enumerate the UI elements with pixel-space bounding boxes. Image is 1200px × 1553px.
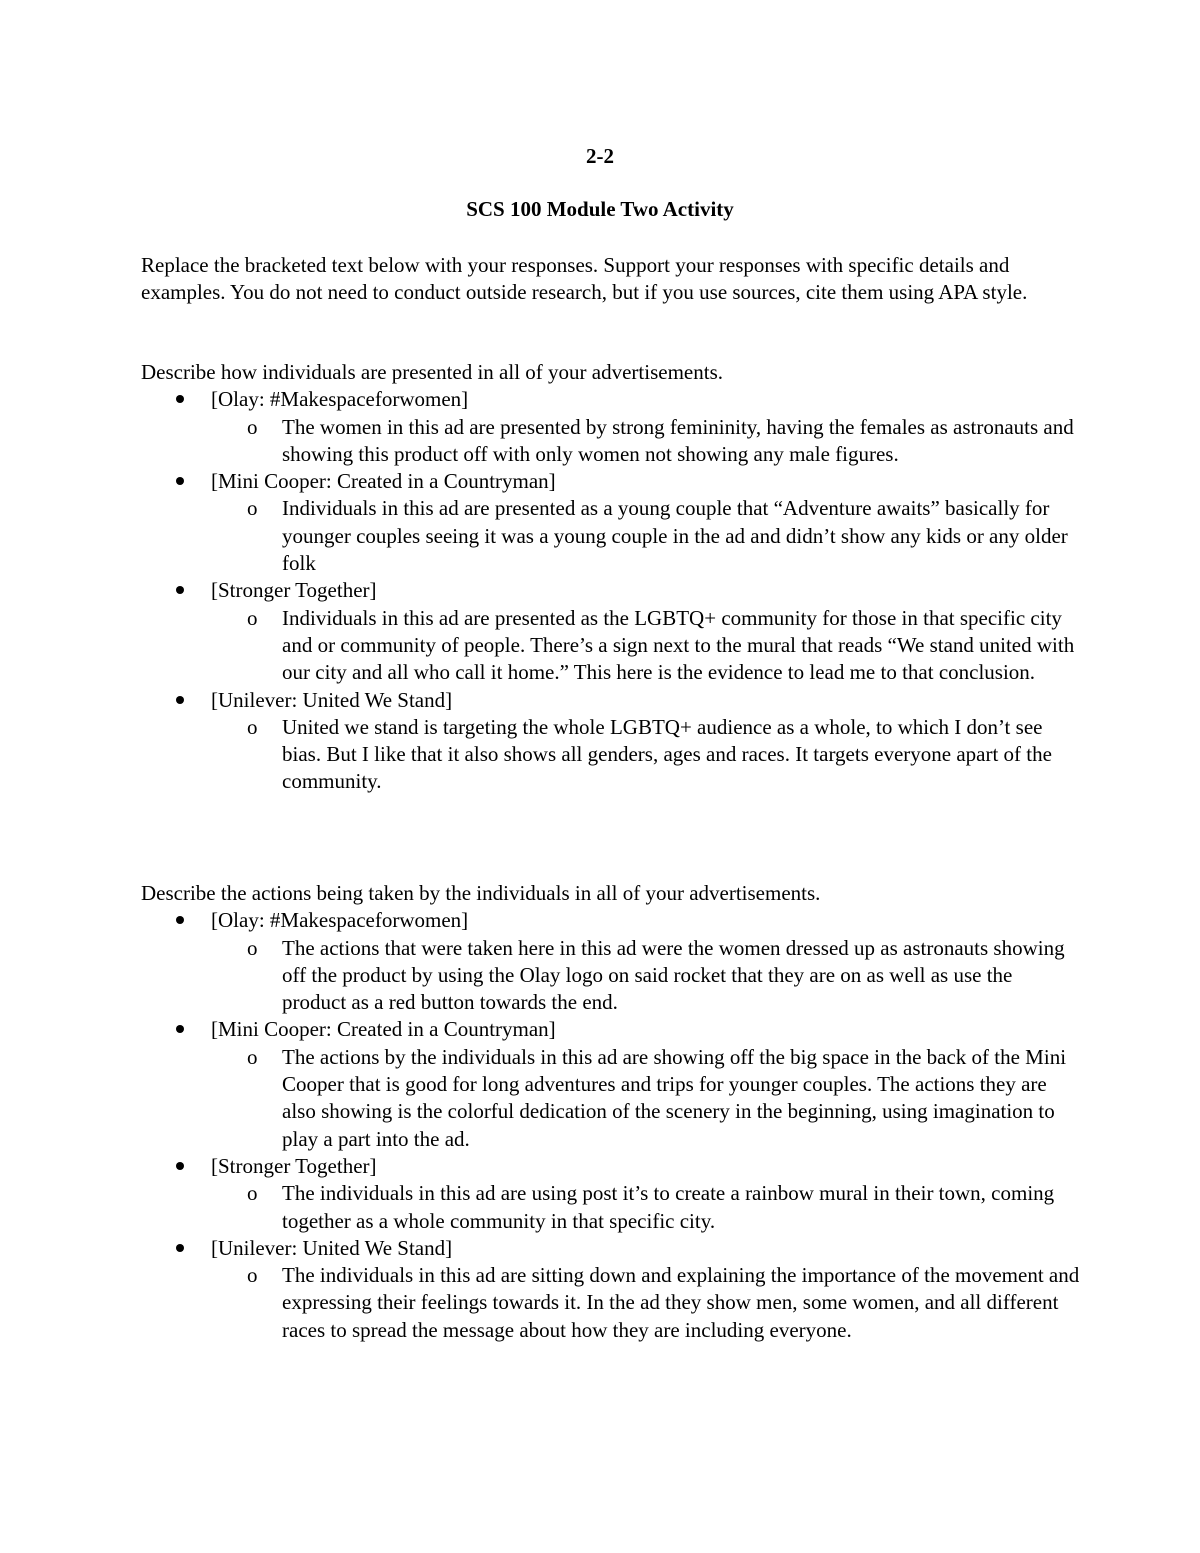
document-title: SCS 100 Module Two Activity bbox=[466, 197, 734, 221]
response-item bbox=[211, 1044, 1081, 1153]
response-text: The actions that were taken here in this ad were the women dressed up as astronauts showing off the product by using the Olay logo on said rocket that they are on as well as use the product as a red button towards the end. bbox=[282, 935, 1065, 1015]
bullet-icon bbox=[176, 1244, 184, 1252]
response-item bbox=[211, 1180, 1081, 1235]
response-item bbox=[211, 1262, 1081, 1344]
ad-label: [Olay: #Makespaceforwomen] bbox=[211, 908, 469, 933]
response-item bbox=[211, 495, 1081, 577]
circle-bullet-icon: o bbox=[247, 935, 258, 960]
list-item bbox=[141, 907, 1081, 1016]
ad-label: [Stronger Together] bbox=[211, 578, 377, 603]
section-actions bbox=[141, 880, 1081, 1344]
circle-bullet-icon: o bbox=[247, 1181, 258, 1206]
section-presentation bbox=[141, 359, 1081, 796]
list-item bbox=[141, 1153, 1081, 1235]
section-question: Describe the actions being taken by the individuals in all of your advertisements. bbox=[141, 881, 821, 905]
list-item bbox=[141, 1016, 1081, 1152]
circle-bullet-icon: o bbox=[247, 414, 258, 439]
response-item bbox=[211, 414, 1081, 469]
ad-label: [Stronger Together] bbox=[211, 1153, 377, 1178]
circle-bullet-icon: o bbox=[247, 496, 258, 521]
response-list bbox=[211, 495, 1081, 577]
bullet-icon bbox=[176, 696, 184, 704]
list-item bbox=[141, 577, 1081, 686]
circle-bullet-icon: o bbox=[247, 714, 258, 739]
response-list bbox=[211, 605, 1081, 687]
circle-bullet-icon: o bbox=[247, 1263, 258, 1288]
response-text: The women in this ad are presented by strong femininity, having the females as astronauts and showing this product off with only women not showing any male figures. bbox=[282, 414, 1074, 466]
response-list bbox=[211, 1262, 1081, 1344]
response-list bbox=[211, 935, 1081, 1017]
response-list bbox=[211, 1044, 1081, 1153]
circle-bullet-icon: o bbox=[247, 605, 258, 630]
list-item bbox=[141, 687, 1081, 796]
response-item bbox=[211, 935, 1081, 1017]
section-question: Describe how individuals are presented in all of your advertisements. bbox=[141, 360, 723, 384]
response-item bbox=[211, 714, 1081, 796]
bullet-icon bbox=[176, 477, 184, 485]
ad-label: [Unilever: United We Stand] bbox=[211, 1235, 453, 1260]
ad-list bbox=[141, 386, 1081, 795]
response-text: The individuals in this ad are using post it’s to create a rainbow mural in their town, coming together as a whole community in that specific city. bbox=[282, 1181, 1055, 1233]
bullet-icon bbox=[176, 586, 184, 594]
response-item bbox=[211, 605, 1081, 687]
list-item bbox=[141, 1235, 1081, 1344]
document-number: 2-2 bbox=[586, 144, 614, 168]
ad-label: [Mini Cooper: Created in a Countryman] bbox=[211, 469, 556, 494]
instructions-paragraph: Replace the bracketed text below with your responses. Support your responses with specific details and examples. You do not need to conduct outside research, but if you use sources, cite them using APA style. bbox=[141, 253, 1028, 305]
response-text: Individuals in this ad are presented as a young couple that “Adventure awaits” basically for younger couples seeing it was a young couple in the ad and didn’t show any kids or any older folk bbox=[282, 496, 1068, 576]
ad-label: [Mini Cooper: Created in a Countryman] bbox=[211, 1017, 556, 1042]
bullet-icon bbox=[176, 1162, 184, 1170]
bullet-icon bbox=[176, 1025, 184, 1033]
response-list bbox=[211, 414, 1081, 469]
bullet-icon bbox=[176, 395, 184, 403]
response-text: United we stand is targeting the whole LGBTQ+ audience as a whole, to which I don’t see bias. But I like that it also shows all genders, ages and races. It targets everyone apart of the community. bbox=[282, 714, 1052, 794]
response-list bbox=[211, 1180, 1081, 1235]
bullet-icon bbox=[176, 916, 184, 924]
list-item bbox=[141, 386, 1081, 468]
ad-label: [Olay: #Makespaceforwomen] bbox=[211, 387, 469, 412]
response-text: Individuals in this ad are presented as the LGBTQ+ community for those in that specific city and or community of people. There’s a sign next to the mural that reads “We stand united with our city and all who call it home.” This here is the evidence to lead me to that conclusion. bbox=[282, 605, 1075, 685]
response-text: The individuals in this ad are sitting down and explaining the importance of the movement and expressing their feelings towards it. In the ad they show men, some women, and all different races to spread the message about how they are including everyone. bbox=[282, 1263, 1080, 1342]
response-text: The actions by the individuals in this ad are showing off the big space in the back of the Mini Cooper that is good for long adventures and trips for younger couples. The actions they are also showing is the colorful dedication of the scenery in the beginning, using imagination to play a part into the ad. bbox=[282, 1044, 1067, 1151]
response-list bbox=[211, 714, 1081, 796]
list-item bbox=[141, 468, 1081, 577]
ad-list bbox=[141, 907, 1081, 1344]
ad-label: [Unilever: United We Stand] bbox=[211, 687, 453, 712]
circle-bullet-icon: o bbox=[247, 1044, 258, 1069]
